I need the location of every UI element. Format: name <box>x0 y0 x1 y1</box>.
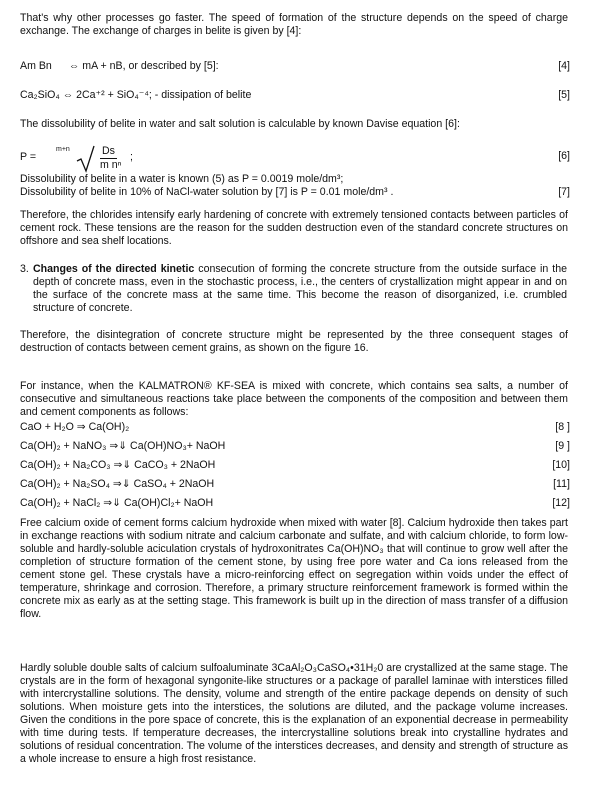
equation-4 <box>20 60 570 73</box>
reaction-8-number: [8 ] <box>555 421 570 433</box>
reaction-9: Ca(OH)₂ + NaNO₃ ⇒⇓ Ca(OH)NO₃+ NaOH <box>20 440 226 452</box>
equation-6-number: [6] <box>558 150 570 162</box>
dissolubility-water: Dissolubility of belite in a water is known (5) as P = 0.0019 mole/dm³; <box>20 173 344 185</box>
equation-4-number: [4] <box>558 60 570 72</box>
reaction-11-number: [11] <box>553 478 570 490</box>
equation-7-number: [7] <box>558 186 570 198</box>
item-3-number: 3. <box>20 263 29 275</box>
equation-4-right: ⇔ mA + nB, or described by [5]: <box>68 60 219 72</box>
equation-6 <box>20 145 570 173</box>
root-sign-icon <box>76 145 96 173</box>
equation-6-numerator: Ds <box>102 145 115 157</box>
equation-6-denominator: m nⁿ <box>100 159 122 171</box>
equation-6-exponent: m+n <box>56 146 70 153</box>
dissolubility-nacl: Dissolubility of belite in 10% of NaCl-water solution by [7] is P = 0.01 mole/dm³ . <box>20 186 394 198</box>
reaction-9-number: [9 ] <box>555 440 570 452</box>
paragraph-sulfoaluminate: Hardly soluble double salts of calcium sulfoaluminate 3CaAl₂O₃CaSO₄•31H₂0 are crystallized at the same stage. The crystals are in the form of hexagonal syngonite-like structures or a package of parallel laminae with interstices filled with intercrystalline solutions. The density, volume and strength of the entire package depends on density of such solutions. When moisture gets into the interstices, the solutions are diluted, and the package volume increases. Given the conditions in the pore space of concrete, this is the explanation of an exponential decrease in permeability with time during tests. If temperature decreases, the intercrystalline solutions break into crystalline hydrates and solutions of residual concentration. The volume of the interstices decreases, and density and strength of structure as a whole increase to ensure a high frost resistance. <box>20 662 568 765</box>
item-3-heading: Changes of the directed kinetic <box>33 263 195 275</box>
paragraph-dissolubility: The dissolubility of belite in water and salt solution is calculable by known Davise equation [6]: <box>20 118 460 130</box>
paragraph-chlorides: Therefore, the chlorides intensify early hardening of concrete with extremely tensioned contacts between particles of cement rock. These tensions are the reason for the sudden destruction even of the standard concrete structures on offshore and sea shelf locations. <box>20 209 568 247</box>
paragraph-kalmatron: For instance, when the KALMATRON® KF-SEA is mixed with concrete, which contains sea salts, a number of consecutive and simultaneous reactions take place between the components of the composition and between them and cement components as follows: <box>20 380 568 418</box>
equation-4-left: Am Bn <box>20 60 52 72</box>
item-3-body: consecution of forming the concrete structure from the outside surface in the depth of concrete mass, even in the stochastic process, i.e., the centers of crystallization might appear in and on the surface of the concrete mass at the same time. This become the reason of disorganized, i.e. crumbled structure of concrete. <box>33 263 567 314</box>
equation-5: Ca₂SiO₄ ⇔ 2Ca⁺² + SiO₄⁻⁴; - dissipation of belite <box>20 89 252 101</box>
reaction-10: Ca(OH)₂ + Na₂CO₃ ⇒⇓ CaCO₃ + 2NaOH <box>20 459 216 471</box>
equation-5-number: [5] <box>558 89 570 101</box>
reaction-12: Ca(OH)₂ + NaCl₂ ⇒⇓ Ca(OH)Cl₂+ NaOH <box>20 497 214 509</box>
paragraph-calcium-oxide: Free calcium oxide of cement forms calcium hydroxide when mixed with water [8]. Calcium hydroxide then takes part in exchange reactions with sodium nitrate and calcium carbonate and sulfate, and with calcium chloride, to form low-soluble and hardly-soluble aciculation crystals of hydroxonitrates Ca(OH)NO₃ that will continue to grow well after the completion of structure formation of the cement stone, by using free pore water and Ca ions released from the cement stone gel. These crystals have a micro-reinforcing effect on segregation within voids under the effect of temperature, shrinkage and corrosion. Therefore, a primary structure reinforcement framework is formed within the concrete mix as early as at the setting stage. This framework is built up in the direction of mass transfer of a diffusion flow. <box>20 517 568 620</box>
item-3-text <box>33 263 567 315</box>
reaction-10-number: [10] <box>552 459 570 471</box>
equation-6-p: P = <box>20 151 37 163</box>
reaction-8: CaO + H₂O ⇒ Ca(OH)₂ <box>20 421 130 433</box>
item-3-followup: Therefore, the disintegration of concrete structure might be represented by the three consequent stages of destruction of contacts between cement grains, as shown on the figure 16. <box>20 329 568 354</box>
reaction-11: Ca(OH)₂ + Na₂SO₄ ⇒⇓ CaSO₄ + 2NaOH <box>20 478 215 490</box>
equation-6-semicolon: ; <box>130 151 133 163</box>
paragraph-intro: That's why other processes go faster. The speed of formation of the structure depends on the speed of charge exchange. The exchange of charges in belite is given by [4]: <box>20 12 568 37</box>
reaction-12-number: [12] <box>552 497 570 509</box>
